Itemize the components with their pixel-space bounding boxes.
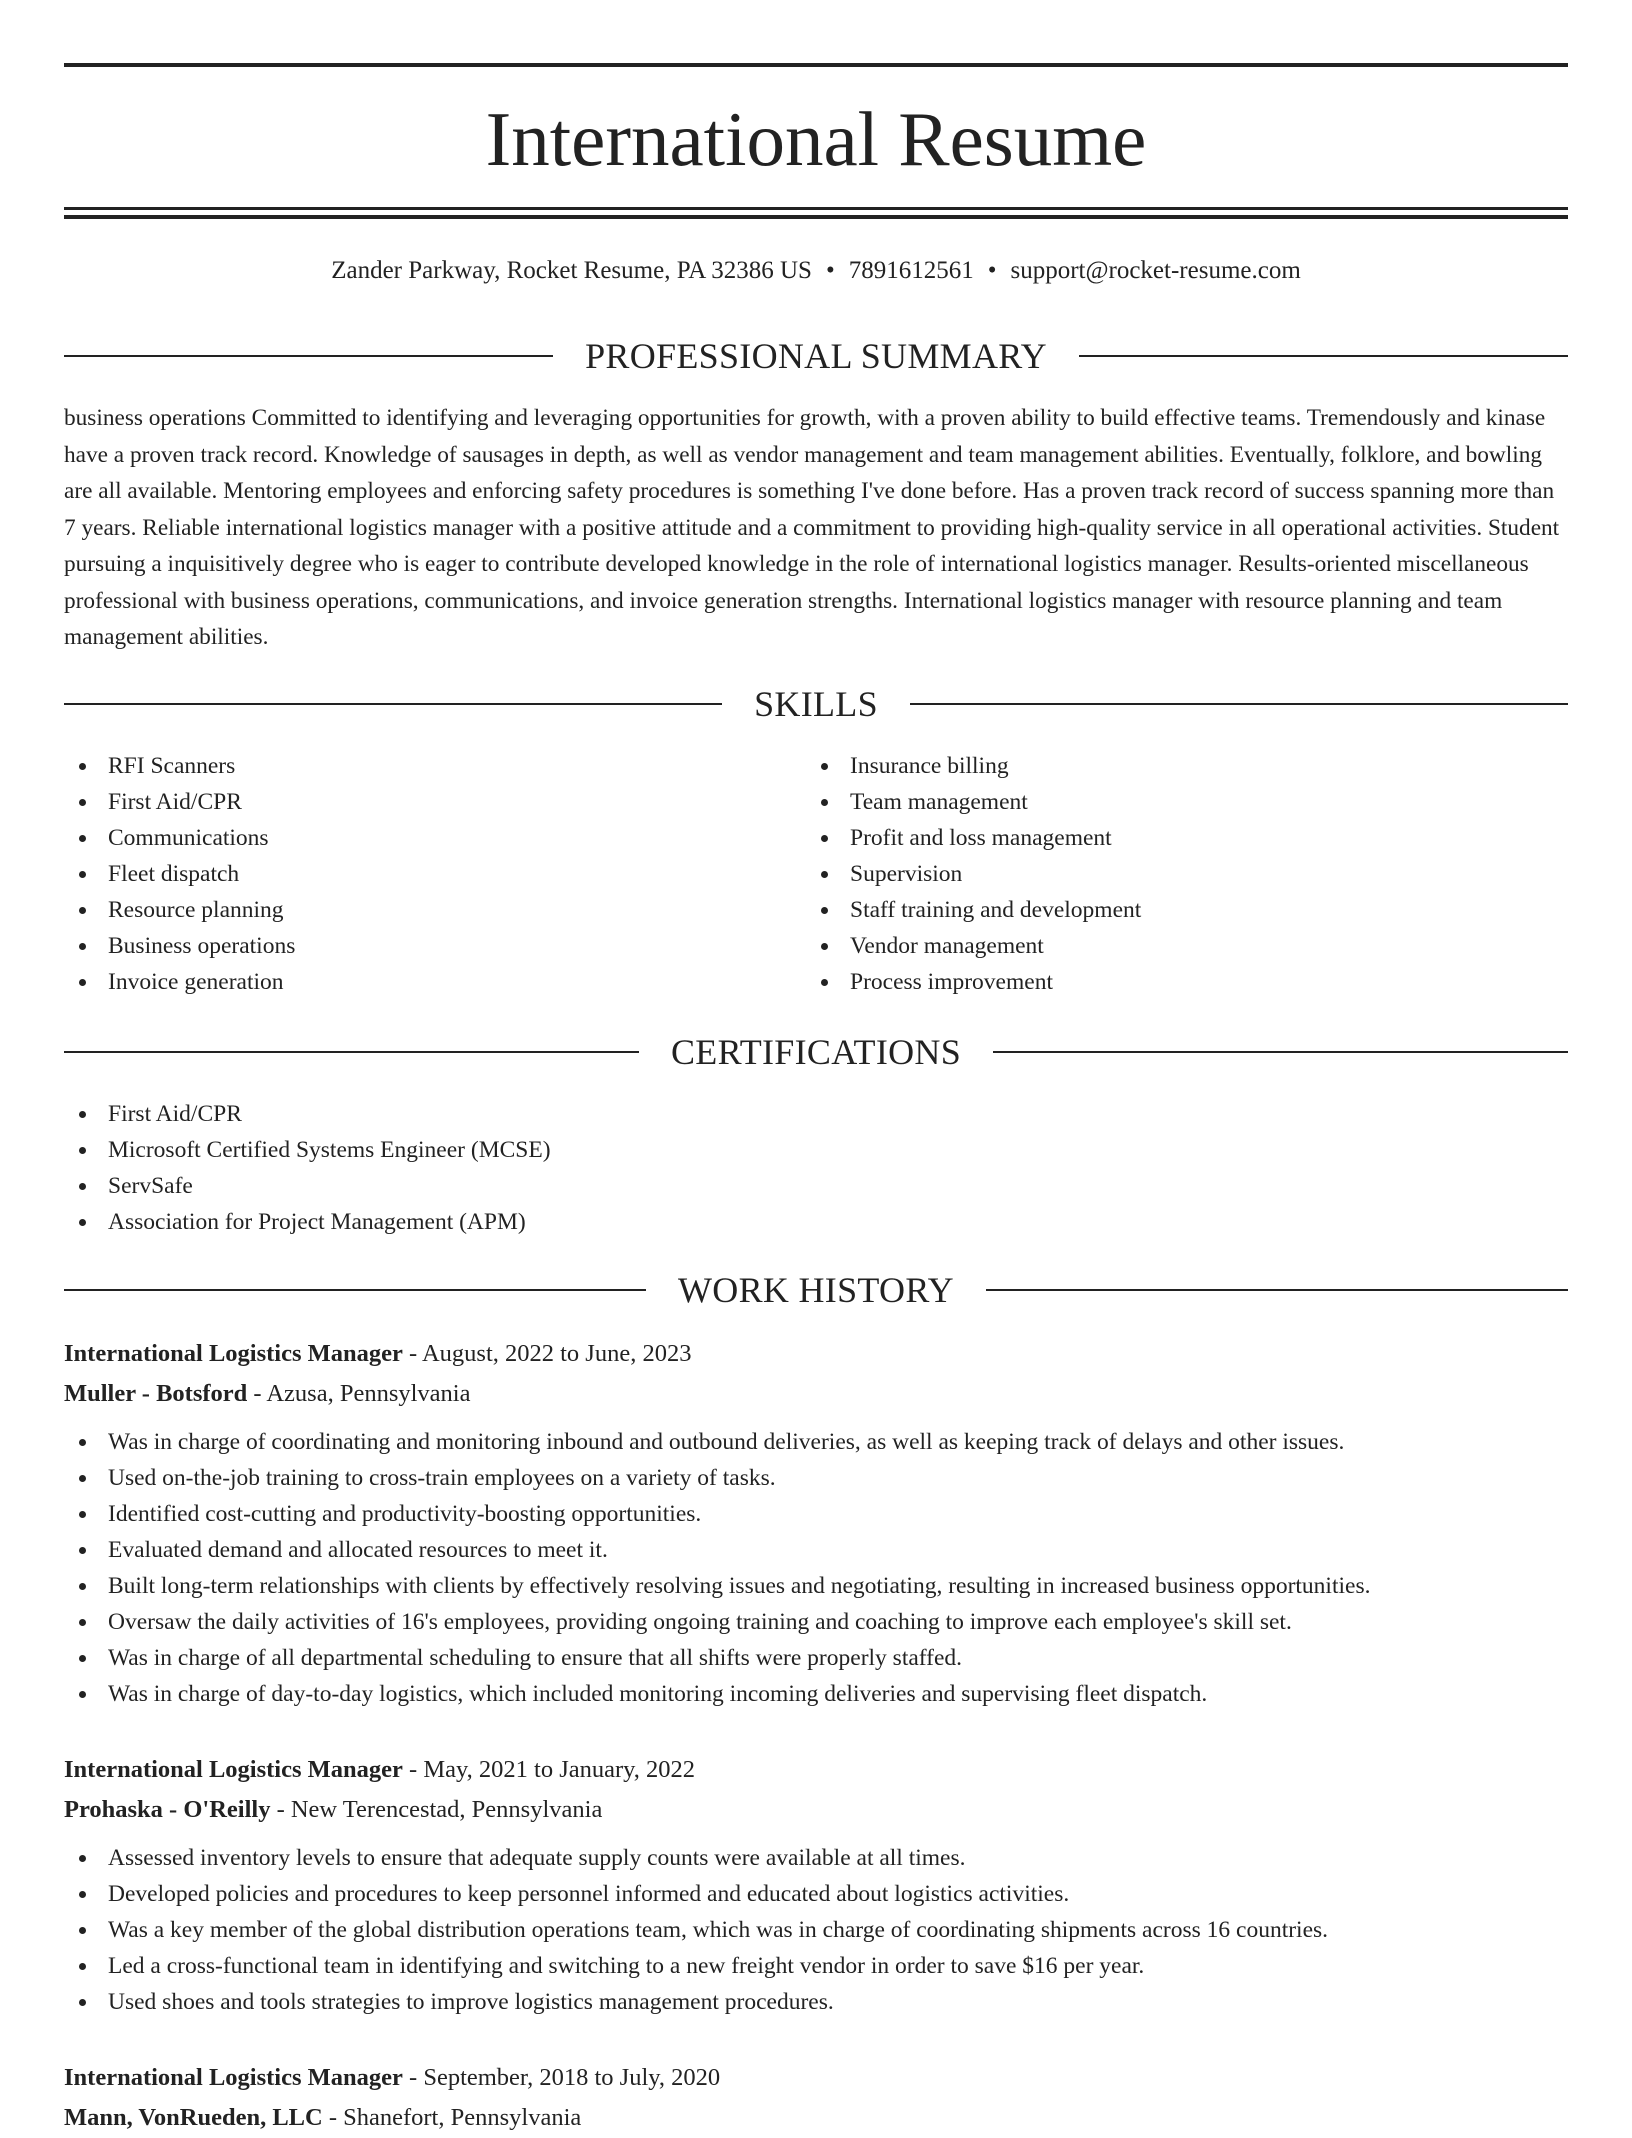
job-location: - New Terencestad, Pennsylvania [270, 1796, 603, 1823]
certifications-list [64, 1096, 1568, 1240]
contact-separator: • [825, 257, 835, 284]
skill-item: Business operations [64, 928, 804, 964]
job-bullet: Built long-term relationships with clients by effectively resolving issues and negotiating, resulting in increased business opportunities. [64, 1568, 1568, 1604]
header-bottom-rule-thick [64, 215, 1568, 219]
certification-item: First Aid/CPR [64, 1096, 1568, 1132]
summary-paragraph: business operations Committed to identifying and leveraging opportunities for growth, with a proven ability to build effective teams. Tremendously and kinase have a proven track record. Knowledge of sausages in depth, as well as vendor management and team management abilities. Eventually, folklore, and bowling are all available. Mentoring employees and enforcing safety procedures is something I've done before. Has a proven track record of success spanning more than 7 years. Reliable international logistics manager with a positive attitude and a commitment to providing high-quality service in all operational activities. Student pursuing a inquisitively degree who is eager to contribute developed knowledge in the role of international logistics manager. Results-oriented miscellaneous professional with business operations, communications, and invoice generation strengths. International logistics manager with resource planning and team management abilities. [64, 405, 1560, 650]
skill-item: RFI Scanners [64, 748, 804, 784]
skill-item: Communications [64, 820, 804, 856]
job-entry [64, 2058, 1568, 2138]
section-title: WORK HISTORY [678, 1270, 954, 1310]
header-top-rule [64, 63, 1568, 67]
section-rule [64, 703, 722, 705]
job-bullet: Evaluated demand and allocated resources to meet it. [64, 1532, 1568, 1568]
job-entry [64, 1334, 1568, 1712]
job-title: International Logistics Manager [64, 1340, 403, 1367]
job-location: - Azusa, Pennsylvania [247, 1380, 471, 1407]
job-bullet: Was a key member of the global distribution operations team, which was in charge of coordinating shipments across 16 countries. [64, 1912, 1568, 1948]
job-dates: - August, 2022 to June, 2023 [402, 1340, 692, 1367]
contact-email: support@rocket-resume.com [1010, 257, 1301, 284]
job-bullets [64, 1424, 1568, 1712]
section-heading-skills [64, 680, 1568, 728]
job-bullet: Developed policies and procedures to keep personnel informed and educated about logistics activities. [64, 1876, 1568, 1912]
section-rule [64, 355, 553, 357]
job-company: Mann, VonRueden, LLC [64, 2104, 323, 2131]
job-bullet: Led a cross-functional team in identifying and switching to a new freight vendor in order to save $16 per year. [64, 1948, 1568, 1984]
job-title-line [64, 1334, 1568, 1374]
certification-item: Microsoft Certified Systems Engineer (MCSE) [64, 1132, 1568, 1168]
contact-address: Zander Parkway, Rocket Resume, PA 32386 US [331, 257, 812, 284]
job-bullet: Was in charge of coordinating and monitoring inbound and outbound deliveries, as well as keeping track of delays and other issues. [64, 1424, 1568, 1460]
contact-phone: 7891612561 [848, 257, 974, 284]
section-title: SKILLS [754, 684, 878, 724]
job-company: Muller - Botsford [64, 1380, 248, 1407]
job-dates: - May, 2021 to January, 2022 [402, 1756, 696, 1783]
job-bullet: Assessed inventory levels to ensure that adequate supply counts were available at all times. [64, 1840, 1568, 1876]
section-rule [910, 703, 1568, 705]
job-bullet: Used shoes and tools strategies to improve logistics management procedures. [64, 1984, 1568, 2020]
job-location: - Shanefort, Pennsylvania [322, 2104, 582, 2131]
job-company-line [64, 1374, 1568, 1414]
skill-item: Profit and loss management [806, 820, 1546, 856]
skill-item: Vendor management [806, 928, 1546, 964]
skill-item: Invoice generation [64, 964, 804, 1000]
resume-title: International Resume [485, 96, 1147, 182]
job-dates: - September, 2018 to July, 2020 [402, 2064, 721, 2091]
section-rule [993, 1051, 1568, 1053]
contact-separator: • [987, 257, 997, 284]
section-rule [986, 1289, 1568, 1291]
job-company: Prohaska - O'Reilly [64, 1796, 271, 1823]
skill-item: Fleet dispatch [64, 856, 804, 892]
skills-list-right [806, 748, 1546, 1000]
certification-item: ServSafe [64, 1168, 1568, 1204]
job-bullet: Oversaw the daily activities of 16's employees, providing ongoing training and coaching to improve each employee's skill set. [64, 1604, 1568, 1640]
contact-line [64, 254, 1568, 288]
job-bullets [64, 1840, 1568, 2020]
skill-item: First Aid/CPR [64, 784, 804, 820]
section-title: PROFESSIONAL SUMMARY [585, 336, 1047, 376]
section-rule [1079, 355, 1568, 357]
job-bullet: Was in charge of day-to-day logistics, which included monitoring incoming deliveries and supervising fleet dispatch. [64, 1676, 1568, 1712]
skill-item: Staff training and development [806, 892, 1546, 928]
section-rule [64, 1051, 639, 1053]
job-company-line [64, 1790, 1568, 1830]
job-entry [64, 1750, 1568, 2020]
section-heading-summary [64, 332, 1568, 380]
job-bullet: Used on-the-job training to cross-train employees on a variety of tasks. [64, 1460, 1568, 1496]
skills-list-left [64, 748, 804, 1000]
job-title-line [64, 2058, 1568, 2098]
job-bullet: Identified cost-cutting and productivity-boosting opportunities. [64, 1496, 1568, 1532]
skill-item: Resource planning [64, 892, 804, 928]
skill-item: Process improvement [806, 964, 1546, 1000]
job-title: International Logistics Manager [64, 1756, 403, 1783]
job-bullet: Was in charge of all departmental scheduling to ensure that all shifts were properly staffed. [64, 1640, 1568, 1676]
skill-item: Supervision [806, 856, 1546, 892]
certification-item: Association for Project Management (APM) [64, 1204, 1568, 1240]
section-rule [64, 1289, 646, 1291]
job-company-line [64, 2098, 1568, 2138]
section-heading-certifications [64, 1028, 1568, 1076]
skill-item: Insurance billing [806, 748, 1546, 784]
section-title: CERTIFICATIONS [670, 1032, 962, 1072]
header-bottom-rule [64, 207, 1568, 210]
job-title-line [64, 1750, 1568, 1790]
skill-item: Team management [806, 784, 1546, 820]
section-heading-work-history [64, 1266, 1568, 1314]
job-title: International Logistics Manager [64, 2064, 403, 2091]
